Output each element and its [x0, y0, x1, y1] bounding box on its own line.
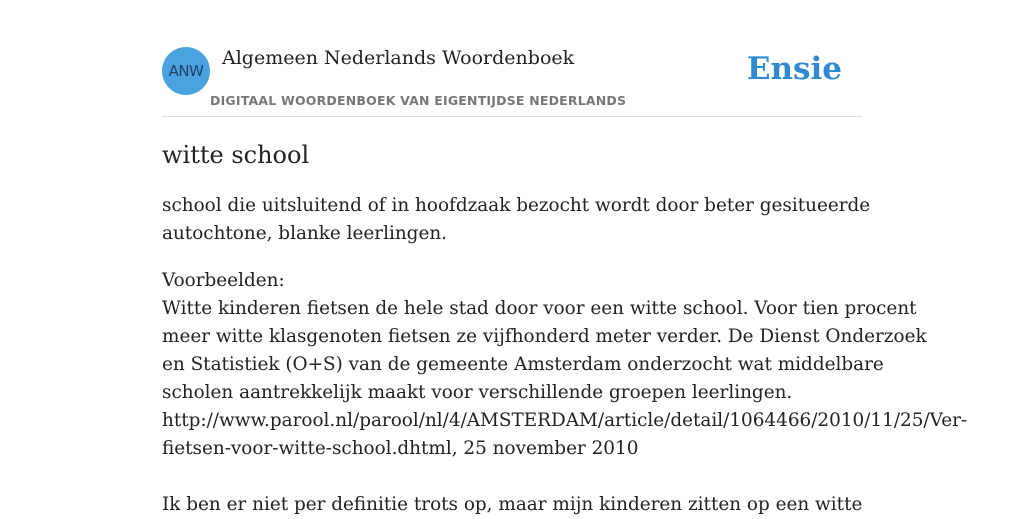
entry-examples	[162, 267, 968, 463]
examples-label: Voorbeelden:	[162, 270, 285, 291]
example-source-url: http://www.parool.nl/parool/nl/4/AMSTERDAM/article/detail/1064466/2010/11/25/Ver-	[162, 410, 968, 431]
definition-line: autochtone, blanke leerlingen.	[162, 223, 448, 244]
example-line: Witte kinderen fietsen de hele stad door voor een witte school. Voor tien procent	[162, 298, 917, 319]
site-header	[162, 0, 862, 117]
example-second: Ik ben er niet per definitie trots op, maar mijn kinderen zitten op een witte	[162, 494, 863, 515]
page-content	[162, 0, 968, 515]
example-source-line: fietsen-voor-witte-school.dhtml, 25 november 2010	[162, 438, 639, 459]
example-line: scholen aantrekkelijk maakt voor verschillende groepen leerlingen.	[162, 382, 793, 403]
entry-headword: witte school	[162, 141, 310, 169]
ensie-brand-link[interactable]: Ensie	[746, 51, 842, 87]
example-line: en Statistiek (O+S) van de gemeente Amsterdam onderzocht wat middelbare	[162, 354, 884, 375]
entry-definition	[162, 192, 922, 248]
example-line: meer witte klasgenoten fietsen ze vijfhonderd meter verder. De Dienst Onderzoek	[162, 326, 927, 347]
anw-logo[interactable]: ANW	[162, 47, 210, 95]
site-title[interactable]: Algemeen Nederlands Woordenboek	[222, 47, 575, 69]
site-subtitle: DIGITAAL WOORDENBOEK VAN EIGENTIJDSE NEDERLANDS	[210, 93, 627, 108]
definition-line: school die uitsluitend of in hoofdzaak bezocht wordt door beter gesitueerde	[162, 195, 871, 216]
